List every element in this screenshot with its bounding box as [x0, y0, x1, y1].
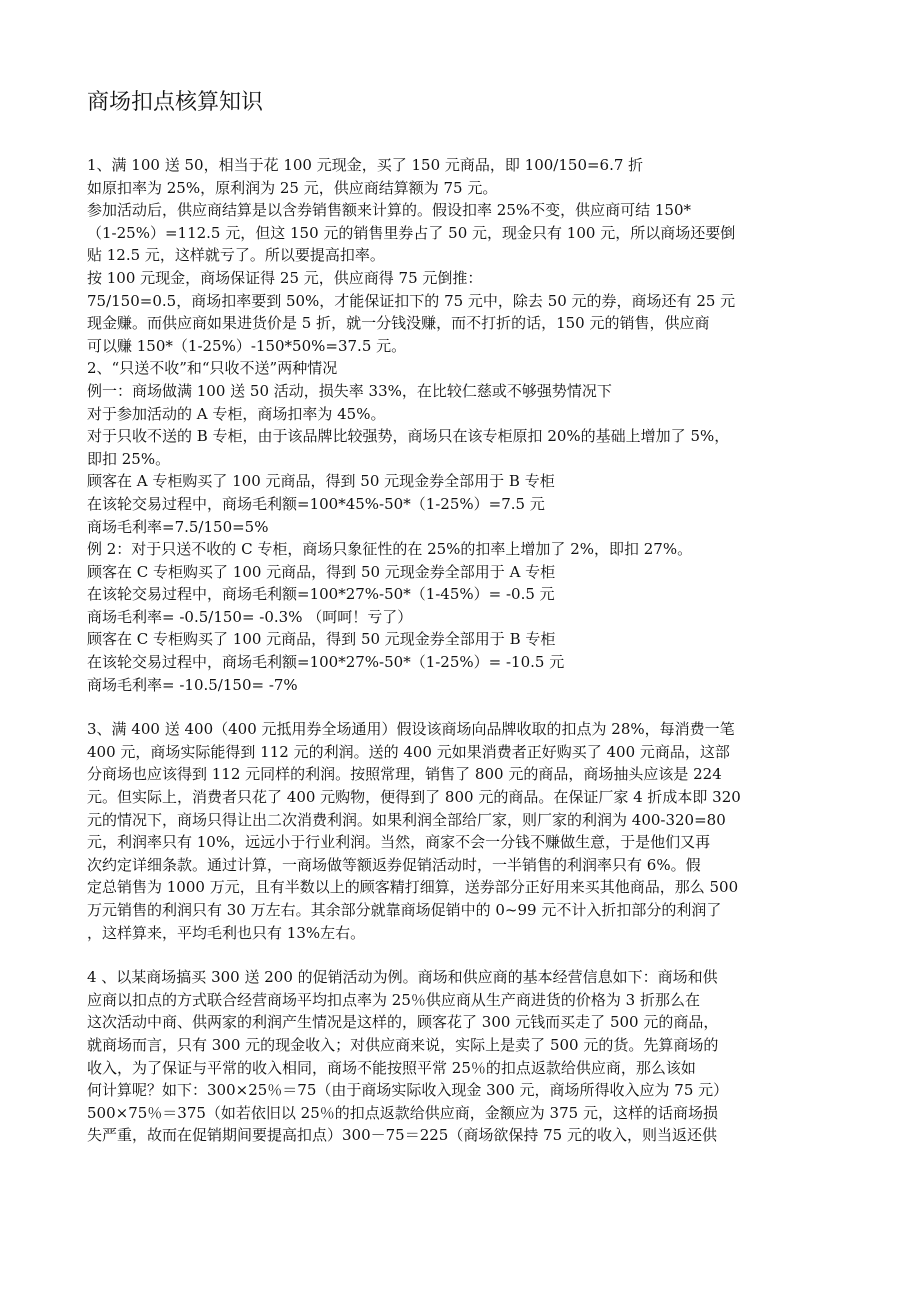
text-line: 对于只收不送的 B 专柜，由于该品牌比较强势，商场只在该专柜原扣 20%的基础上增加了 5%，	[87, 427, 730, 446]
text-line: 500×75％＝375（如若依旧以 25％的扣点返款给供应商，金额应为 375 元，这样的话商场损	[87, 1103, 718, 1122]
text-line: ，这样算来，平均毛利也只有 13%左右。	[87, 923, 366, 942]
text-line: 在该轮交易过程中，商场毛利额=100*27%-50*（1-25%）= -10.5 元	[87, 653, 565, 672]
text-line: 即扣 25%。	[87, 449, 171, 468]
text-line: 参加活动后，供应商结算是以含券销售额来计算的。假设扣率 25%不变，供应商可结 150*	[87, 201, 692, 220]
text-line: （1-25%）=112.5 元，但这 150 元的销售里券占了 50 元，现金只有 100 元，所以商场还要倒	[87, 223, 736, 242]
text-line: 应商以扣点的方式联合经营商场平均扣点率为 25％供应商从生产商进货的价格为 3 折那么在	[87, 990, 700, 1009]
text-line: 1、满 100 送 50，相当于花 100 元现金，买了 150 元商品，即 100/150=6.7 折	[87, 156, 644, 174]
section-1	[87, 154, 839, 696]
text-line: 例 2：对于只送不收的 C 专柜，商场只象征性的在 25%的扣率上增加了 2%，即扣 27%。	[87, 540, 693, 559]
text-line: 在该轮交易过程中，商场毛利额=100*45%-50*（1-25%）=7.5 元	[87, 494, 545, 513]
text-line: 定总销售为 1000 万元，且有半数以上的顾客精打细算，送券部分正好用来买其他商品，那么 500	[87, 878, 739, 897]
text-line: 元的情况下，商场只得让出二次消费利润。如果利润全部给厂家，则厂家的利润为 400-320=80	[87, 810, 726, 829]
text-line: 商场毛利率= -10.5/150= -7%	[87, 675, 298, 694]
text-line: 元，利润率只有 10%，远远小于行业利润。当然，商家不会一分钱不赚做生意，于是他们又再	[87, 833, 711, 852]
text-line: 75/150=0.5，商场扣率要到 50%，才能保证扣下的 75 元中，除去 50 元的券，商场还有 25 元	[87, 291, 736, 310]
text-line: 次约定详细条款。通过计算，一商场做等额返券促销活动时，一半销售的利润率只有 6%。假	[87, 855, 701, 874]
text-line: 顾客在 C 专柜购买了 100 元商品，得到 50 元现金券全部用于 A 专柜	[87, 562, 556, 581]
text-line: 顾客在 C 专柜购买了 100 元商品，得到 50 元现金券全部用于 B 专柜	[87, 630, 556, 649]
text-line: 收入，为了保证与平常的收入相同，商场不能按照平常 25％的扣点返款给供应商，那么该如	[87, 1058, 696, 1077]
text-line: 如原扣率为 25%，原利润为 25 元，供应商结算额为 75 元。	[87, 178, 498, 197]
document-body	[87, 154, 839, 1147]
text-line: 失严重，故而在促销期间要提高扣点）300－75＝225（商场欲保持 75 元的收入，则当返还供	[87, 1126, 717, 1145]
text-line: 3、满 400 送 400（400 元抵用券全场通用）假设该商场向品牌收取的扣点为 28%，每消费一笔	[87, 720, 735, 739]
text-line: 在该轮交易过程中，商场毛利额=100*27%-50*（1-45%）= -0.5 元	[87, 585, 555, 604]
text-line: 4 、以某商场搞买 300 送 200 的促销活动为例。商场和供应商的基本经营信息如下：商场和供	[87, 968, 718, 987]
text-line: 贴 12.5 元，这样就亏了。所以要提高扣率。	[87, 246, 385, 265]
text-line: 商场毛利率= -0.5/150= -0.3% （呵呵！亏了）	[87, 607, 413, 626]
text-line: 分商场也应该得到 112 元同样的利润。按照常理，销售了 800 元的商品，商场抽头应该是 224	[87, 765, 722, 784]
text-line: 何计算呢？如下：300×25％＝75（由于商场实际收入现金 300 元，商场所得收入应为 75 元）	[87, 1081, 729, 1100]
text-line: 2、“只送不收”和“只收不送”两种情况	[87, 359, 338, 378]
text-line: 按 100 元现金，商场保证得 25 元，供应商得 75 元倒推：	[87, 268, 483, 287]
document-page	[87, 88, 839, 1169]
section-2	[87, 718, 839, 944]
text-line: 可以赚 150*（1-25%）-150*50%=37.5 元。	[87, 336, 407, 355]
text-line: 例一：商场做满 100 送 50 活动，损失率 33%，在比较仁慈或不够强势情况下	[87, 381, 612, 400]
text-line: 这次活动中商、供两家的利润产生情况是这样的，顾客花了 300 元钱而买走了 500 元的商品，	[87, 1013, 719, 1032]
text-line: 顾客在 A 专柜购买了 100 元商品，得到 50 元现金券全部用于 B 专柜	[87, 472, 555, 491]
text-line: 商场毛利率=7.5/150=5%	[87, 517, 269, 536]
text-line: 就商场而言，只有 300 元的现金收入；对供应商来说，实际上是卖了 500 元的货。先算商场的	[87, 1035, 719, 1054]
section-3	[87, 966, 839, 1147]
text-line: 万元销售的利润只有 30 万左右。其余部分就靠商场促销中的 0~99 元不计入折扣部分的利润了	[87, 901, 722, 919]
text-line: 现金赚。而供应商如果进货价是 5 折，就一分钱没赚，而不打折的话，150 元的销售，供应商	[87, 314, 710, 333]
text-line: 对于参加活动的 A 专柜，商场扣率为 45%。	[87, 404, 386, 423]
document-title: 商场扣点核算知识	[87, 90, 264, 115]
text-line: 400 元，商场实际能得到 112 元的利润。送的 400 元如果消费者正好购买了 400 元商品，这部	[87, 742, 730, 761]
text-line: 元。但实际上，消费者只花了 400 元购物，便得到了 800 元的商品。在保证厂家 4 折成本即 320	[87, 788, 741, 807]
